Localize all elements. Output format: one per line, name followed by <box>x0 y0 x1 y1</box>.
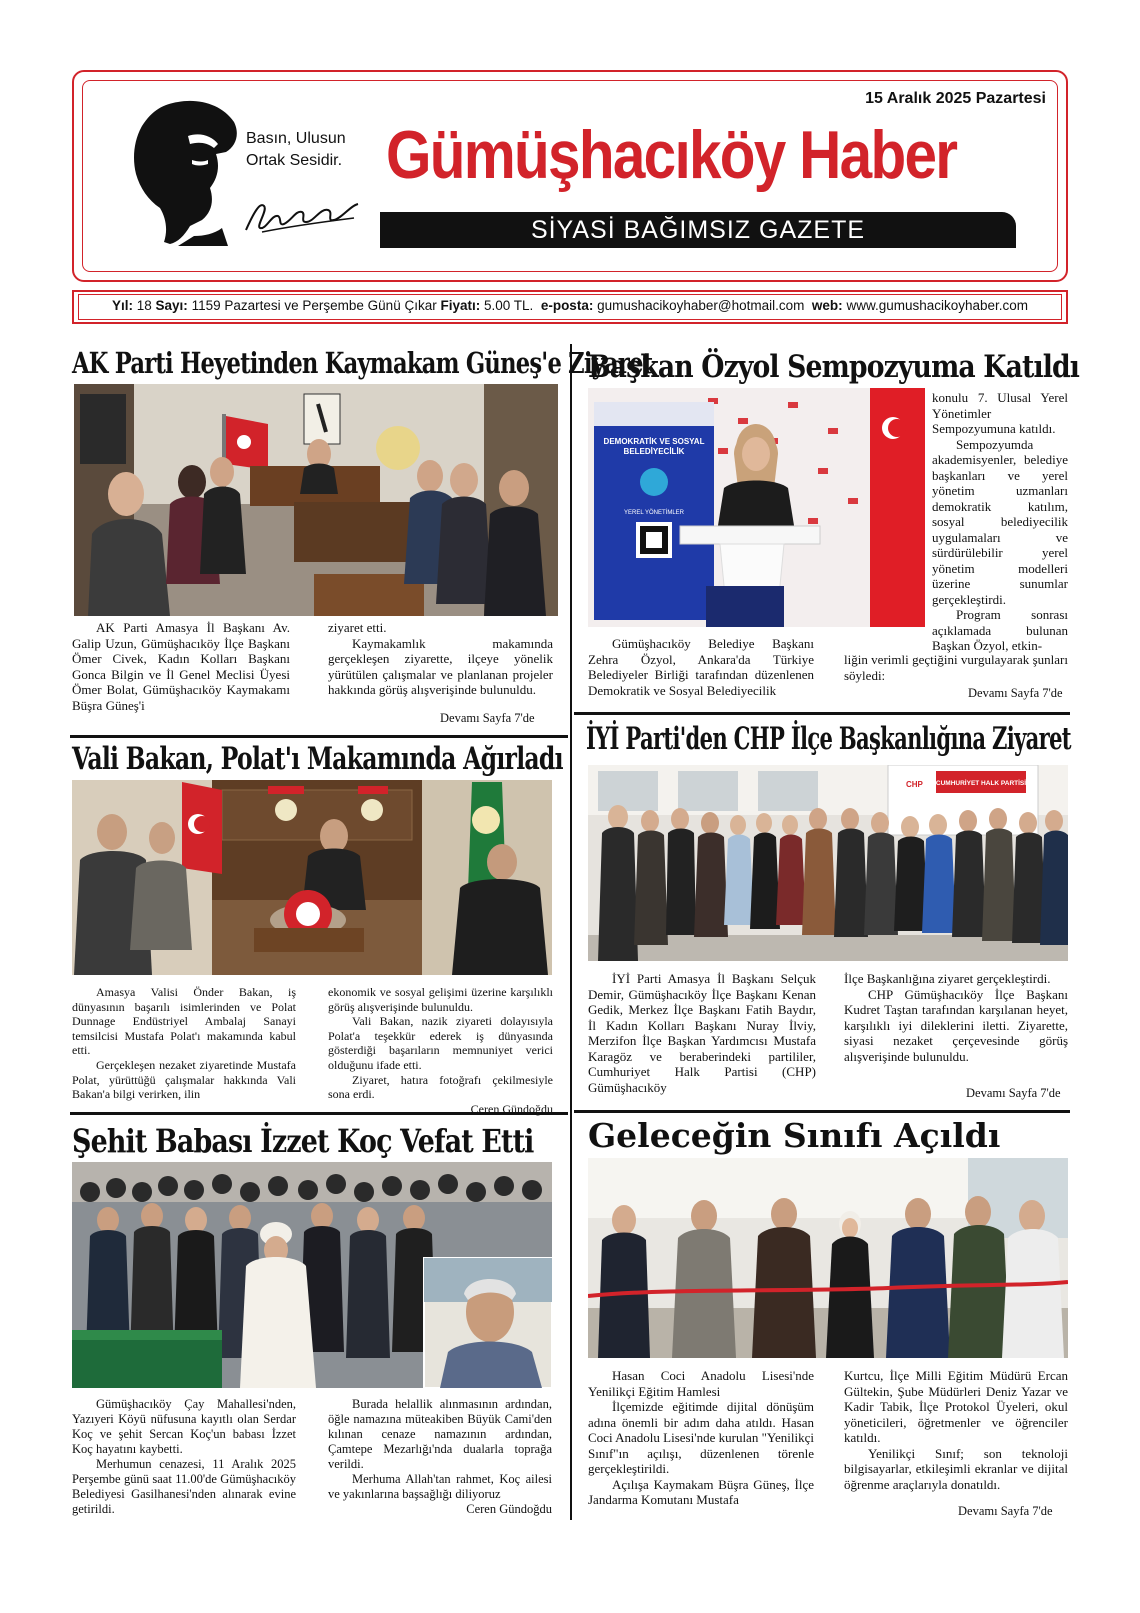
ataturk-portrait-icon <box>118 96 248 246</box>
iyi-parti-paragraph-1: İYİ Parti Amasya İl Başkanı Selçuk Demir, Gümüşhacıköy İlçe Başkanı Kenan Gedik, Merkez İlçe Başkanı Fatih Baydır, İl Kadın Kolları Başkanı Nuray İlviy, Merzifon İlçe Başkan Yardımcısı Mustafa Karagöz ve beraberindeki partililer, Cumhuriyet Halk Partisi (CHP) Gümüşhacıköy <box>588 971 816 1095</box>
section-divider-left-1 <box>70 735 568 738</box>
banner-text-2: BELEDİYECİLİK <box>623 447 685 456</box>
banner-text-3: YEREL YÖNETİMLER <box>623 510 685 516</box>
ak-parti-paragraph-3: Kaymakamlık makamında gerçekleşen ziyarette, ilçeye yönelik yürütülen çalışmalar ve planlanan projeler hakkında görüş alışverişinde bulunuldu. <box>328 635 553 697</box>
ozyol-column-1 <box>588 636 814 698</box>
ozyol-side-paragraph-2: Sempozyumda akademisyenler, belediye başkanları ve yerel yönetim uzmanları demokratik katılım, sosyal belediyecilik uygulamaları ve sürdürülebilir yerel yönetim modelleri üzerine sunumlar gerçekleştirdi. <box>932 436 1068 607</box>
ozyol-side-paragraph-1: konulu 7. Ulusal Yerel Yönetimler Sempozyumuna katıldı. <box>932 390 1068 436</box>
photo-ak-parti-visit <box>74 384 558 616</box>
slogan-line-2: Ortak Sesidir. <box>246 152 343 169</box>
headline-sinif[interactable]: Geleceğin Sınıfı Açıldı <box>588 1116 1001 1155</box>
newspaper-tagline: SİYASİ BAĞIMSIZ GAZETE <box>380 212 1016 248</box>
vali-paragraph-1: Amasya Valisi Önder Bakan, iş dünyasının başarılı isimlerinden ve Polat Dunnage Endüstriyel Ambalaj Sanayi temsilcisi Mustafa Polat'ı makamında kabul etti. <box>72 985 296 1058</box>
iyi-parti-column-1 <box>588 971 816 1095</box>
sehit-paragraph-4: Merhuma Allah'tan rahmet, Koç ailesi ve yakınlarına başsağlığı diliyoruz <box>328 1472 552 1501</box>
vali-column-1 <box>72 985 296 1102</box>
chp-logo-text: CHP <box>906 780 923 789</box>
sinif-column-1 <box>588 1368 814 1508</box>
info-bar-frame <box>78 294 1062 320</box>
ozyol-column-2 <box>844 652 1068 683</box>
headline-iyi-parti[interactable]: İYİ Parti'den CHP İlçe Başkanlığına Ziyaret <box>586 721 1071 757</box>
section-divider-right-1 <box>574 712 1070 715</box>
vali-paragraph-3: ekonomik ve sosyal gelişimi üzerine karşılıklı görüş alışverişinde bulunuldu. <box>328 985 553 1014</box>
ozyol-side-column <box>932 390 1068 654</box>
sinif-paragraph-3: Açılışa Kaymakam Büşra Güneş, İlçe Jandarma Komutanı Mustafa <box>588 1476 814 1507</box>
vali-paragraph-2: Gerçekleşen nezaket ziyaretinde Mustafa Polat, yürüttüğü çalışmalar hakkında Vali Bakan'a bilgi verirken, ilin <box>72 1057 296 1102</box>
year-label: Yıl: <box>111 298 133 313</box>
slogan <box>246 128 346 172</box>
photo-ozyol-symposium <box>588 388 925 627</box>
signature-icon <box>242 192 362 236</box>
issue-label: Sayı: <box>155 298 188 313</box>
sinif-continued[interactable]: Devamı Sayfa 7'de <box>958 1504 1053 1518</box>
issue-value: 1159 <box>191 298 221 313</box>
sinif-paragraph-2: İlçemizde eğitimde dijital dönüşüm adına önemli bir adım daha atıldı. Hasan Coci Anadolu Lisesi'nde kurulan "Yenilikçi Sınıf"ın açılışı, düzenlenen törenle gerçekleştirildi. <box>588 1399 814 1476</box>
year-value: 18 <box>136 298 152 313</box>
ak-parti-column-1 <box>72 620 290 713</box>
ozyol-paragraph-2: liğin verimli geçtiğini vurgulayarak şunları söyledi: <box>844 652 1068 683</box>
masthead <box>72 70 1068 282</box>
sehit-column-1 <box>72 1397 296 1517</box>
email-link[interactable]: gumushacikoyhaber@hotmail.com <box>597 298 805 313</box>
sehit-paragraph-1: Gümüşhacıköy Çay Mahallesi'nden, Yazıyeri Köyü nüfusuna kayıtlı olan Serdar Koç ve şehit Sercan Koç'un babası İzzet Koç hayatını kaybetti. <box>72 1397 296 1456</box>
iyi-parti-column-2 <box>844 971 1068 1064</box>
price-label: Fiyatı: <box>440 298 481 313</box>
sinif-paragraph-5: Yenilikçi Sınıf; son teknoloji bilgisayarlar, etkileşimli ekranlar ve dijital öğrenme araçlarıyla donatıldı. <box>844 1445 1068 1492</box>
section-divider-right-2 <box>574 1110 1070 1113</box>
web-label: web: <box>811 298 843 313</box>
headline-ak-parti[interactable]: AK Parti Heyetinden Kaymakam Güneş'e Ziyaret <box>72 346 653 380</box>
sehit-paragraph-2: Merhumun cenazesi, 11 Aralık 2025 Perşembe günü saat 11.00'de Gümüşhacıköy Belediyesi Gasilhanesi'nden alınarak evine getirildi. <box>72 1457 296 1516</box>
sehit-byline: Ceren Gündoğdu <box>466 1502 552 1516</box>
headline-ozyol[interactable]: Başkan Özyol Sempozyuma Katıldı <box>588 349 1080 385</box>
sinif-column-2 <box>844 1368 1068 1492</box>
vali-paragraph-5: Ziyaret, hatıra fotoğrafı çekilmesiyle sona erdi. <box>328 1072 553 1102</box>
chp-sign-text: CUMHURİYET HALK PARTİSİ <box>935 780 1027 787</box>
ak-parti-paragraph-1: AK Parti Amasya İl Başkanı Av. Galip Uzun, Gümüşhacıköy İlçe Başkanı Ömer Civek, Kadın Kolları Başkanı Gonca Bilgin ve İl Genel Meclisi Üyesi Ömer Bolat, Gümüşhacıköy Kaymakamı Büşra Güneş'i <box>72 620 290 713</box>
vali-byline: Ceren Gündoğdu <box>470 1101 553 1116</box>
iyi-parti-paragraph-2: İlçe Başkanlığına ziyaret gerçekleştirdi. <box>844 971 1051 986</box>
ak-parti-continued[interactable]: Devamı Sayfa 7'de <box>440 711 535 725</box>
sinif-paragraph-1: Hasan Coci Anadolu Lisesi'nde Yenilikçi Eğitim Hamlesi <box>588 1368 814 1399</box>
sehit-paragraph-3: Burada helallik alınmasının ardından, öğle namazına müteakiben Büyük Cami'den kılınan cenaze namazının ardından, Çamtepe Mezarlığı'nda dualarla toprağa verildi. <box>328 1397 552 1471</box>
iyi-parti-paragraph-3: CHP Gümüşhacıköy İlçe Başkanı Kudret Taştan tarafından karşılanan heyet, karşılıklı iyi dileklerini iletti. Ziyarette, siyasi nezaket çerçevesinde görüş alışverişinde bulunuldu. <box>844 986 1068 1064</box>
ozyol-side-paragraph-3: Program sonrası açıklamada bulunan Başkan Özyol, etkin- <box>932 607 1068 653</box>
photo-vali-meeting <box>72 780 552 975</box>
ozyol-paragraph-1: Gümüşhacıköy Belediye Başkanı Zehra Özyol, Ankara'da Türkiye Belediyeler Birliği tarafından düzenlenen Demokratik ve Sosyal Belediyecilik <box>588 636 814 698</box>
headline-sehit[interactable]: Şehit Babası İzzet Koç Vefat Etti <box>72 1122 534 1160</box>
vali-column-2 <box>328 985 553 1116</box>
slogan-line-1: Basın, Ulusun <box>246 130 346 147</box>
web-link[interactable]: www.gumushacikoyhaber.com <box>846 298 1029 313</box>
newspaper-title: Gümüşhacıköy Haber <box>386 117 957 193</box>
column-divider <box>570 344 572 1520</box>
ak-parti-column-2 <box>328 620 553 698</box>
photo-funeral <box>72 1162 552 1388</box>
info-bar <box>72 290 1068 324</box>
ak-parti-paragraph-2: ziyaret etti. <box>328 620 387 635</box>
banner-text-1: DEMOKRATİK VE SOSYAL <box>603 437 705 446</box>
email-label: e-posta: <box>540 298 594 313</box>
sinif-paragraph-4: Kurtcu, İlçe Milli Eğitim Müdürü Ercan Gültekin, Şube Müdürleri Deniz Yazar ve Kadir Tabik, İlçe Protokol Üyeleri, okul yöneticileri, öğretmenler ve öğrenciler katıldı. <box>844 1368 1068 1445</box>
sehit-column-2 <box>328 1397 552 1517</box>
headline-vali[interactable]: Vali Bakan, Polat'ı Makamında Ağırladı <box>72 741 563 777</box>
publication-schedule: Pazartesi ve Perşembe Günü Çıkar <box>224 298 437 313</box>
ozyol-continued[interactable]: Devamı Sayfa 7'de <box>968 686 1063 700</box>
photo-classroom-opening <box>588 1158 1068 1358</box>
vali-paragraph-4: Vali Bakan, nazik ziyareti dolayısıyla Polat'a teşekkür ederek iş dünyasında gösterdiği başarıların memnuniyet verici olduğunu ifade etti. <box>328 1014 553 1072</box>
issue-date: 15 Aralık 2025 Pazartesi <box>865 90 1046 107</box>
price-value: 5.00 TL. <box>484 298 534 313</box>
iyi-parti-continued[interactable]: Devamı Sayfa 7'de <box>966 1086 1061 1100</box>
photo-iyi-parti-visit <box>588 765 1068 961</box>
